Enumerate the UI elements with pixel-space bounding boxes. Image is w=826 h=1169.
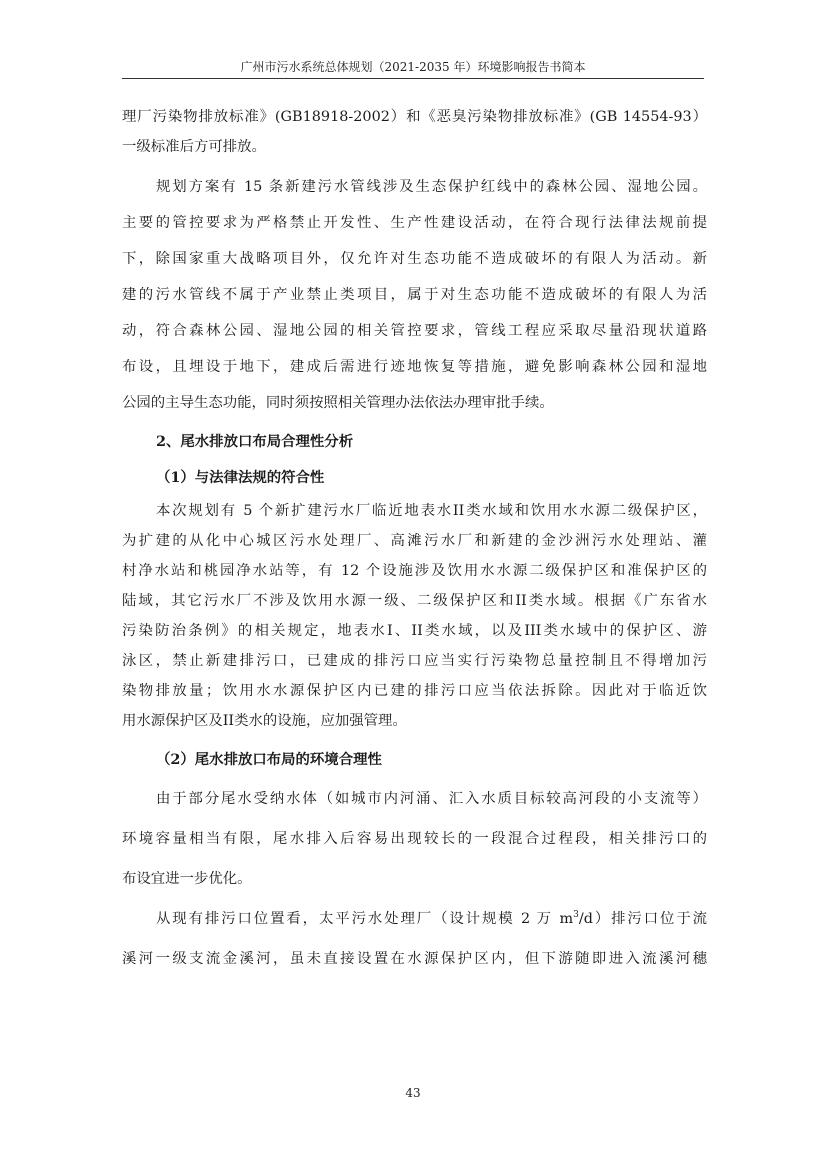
- text-line: 建的污水管线不属于产业禁止类项目，属于对生态功能不造成破坏的有限人为活: [122, 287, 707, 303]
- text-line: 一级标准后方可排放。: [122, 139, 266, 155]
- running-header: 广州市污水系统总体规划（2021-2035 年）环境影响报告书简本: [240, 60, 586, 74]
- page-number: 43: [405, 1086, 421, 1100]
- text-line: 动，符合森林公园、湿地公园的相关管控要求，管线工程应采取尽量沿现状道路: [122, 323, 707, 339]
- text-line: 理厂污染物排放标准》(GB18918-2002）和《恶臭污染物排放标准》(GB 14554-93）: [122, 109, 707, 125]
- text-line: 布设，且埋设于地下，建成后需进行迹地恢复等措施，避免影响森林公园和湿地: [122, 359, 707, 375]
- superscript: 3: [573, 910, 579, 921]
- text-line: 规划方案有 15 条新建污水管线涉及生态保护红线中的森林公园、湿地公园。: [156, 179, 707, 195]
- text-line: 布设宜进一步优化。: [122, 871, 252, 887]
- page-body: [122, 102, 707, 974]
- text-line: 泳区，禁止新建排污口，已建成的排污口应当实行污染物总量控制且不得增加污: [122, 653, 707, 669]
- paragraph-2: [122, 172, 707, 418]
- text-line: 主要的管控要求为严格禁止开发性、生产性建设活动，在符合现行法律法规前提: [122, 215, 707, 231]
- text-run: /d）排污口位于流: [578, 911, 708, 927]
- text-line: 溪河一级支流金溪河，虽未直接设置在水源保护区内，但下游随即进入流溪河穗: [122, 951, 707, 967]
- paragraph-4: [122, 784, 707, 894]
- text-line: 公园的主导生态功能，同时须按照相关管理办法依法办理审批手续。: [122, 395, 554, 411]
- text-line: 下，除国家重大战略项目外，仅允许对生态功能不造成破坏的有限人为活动。新: [122, 251, 707, 267]
- header-rule: [122, 78, 704, 79]
- text-line: 村净水站和桃园净水站等，有 12 个设施涉及饮用水水源二级保护区和准保护区的: [122, 563, 707, 579]
- text-line: 陆域，其它污水厂不涉及饮用水源一级、二级保护区和II类水域。根据《广东省水: [122, 593, 707, 609]
- paragraph-5: [122, 904, 707, 974]
- paragraph-3: [122, 496, 707, 736]
- paragraph-1: [122, 102, 707, 162]
- text-line: [122, 904, 707, 934]
- subsection-heading: （2）尾水排放口布局的环境合理性: [156, 751, 382, 768]
- text-line: 染物排放量；饮用水水源保护区内已建的排污口应当依法拆除。因此对于临近饮: [122, 683, 707, 699]
- text-line: 本次规划有 5 个新扩建污水厂临近地表水II类水域和饮用水水源二级保护区，: [156, 503, 707, 519]
- text-run: 从现有排污口位置看，太平污水处理厂（设计规模 2 万 m: [156, 911, 574, 927]
- text-line: 为扩建的从化中心城区污水处理厂、高滩污水厂和新建的金沙洲污水处理站、灌: [122, 533, 707, 549]
- text-line: 污染防治条例》的相关规定，地表水I、II类水域，以及III类水域中的保护区、游: [122, 623, 707, 639]
- text-line: 环境容量相当有限，尾水排入后容易出现较长的一段混合过程段，相关排污口的: [122, 831, 707, 847]
- section-heading: 2、尾水排放口布局合理性分析: [156, 433, 354, 450]
- text-line: 由于部分尾水受纳水体（如城市内河涌、汇入水质目标较高河段的小支流等）: [156, 791, 707, 807]
- text-line: 用水源保护区及II类水的设施，应加强管理。: [122, 713, 407, 729]
- subsection-heading: （1）与法律法规的符合性: [156, 469, 325, 486]
